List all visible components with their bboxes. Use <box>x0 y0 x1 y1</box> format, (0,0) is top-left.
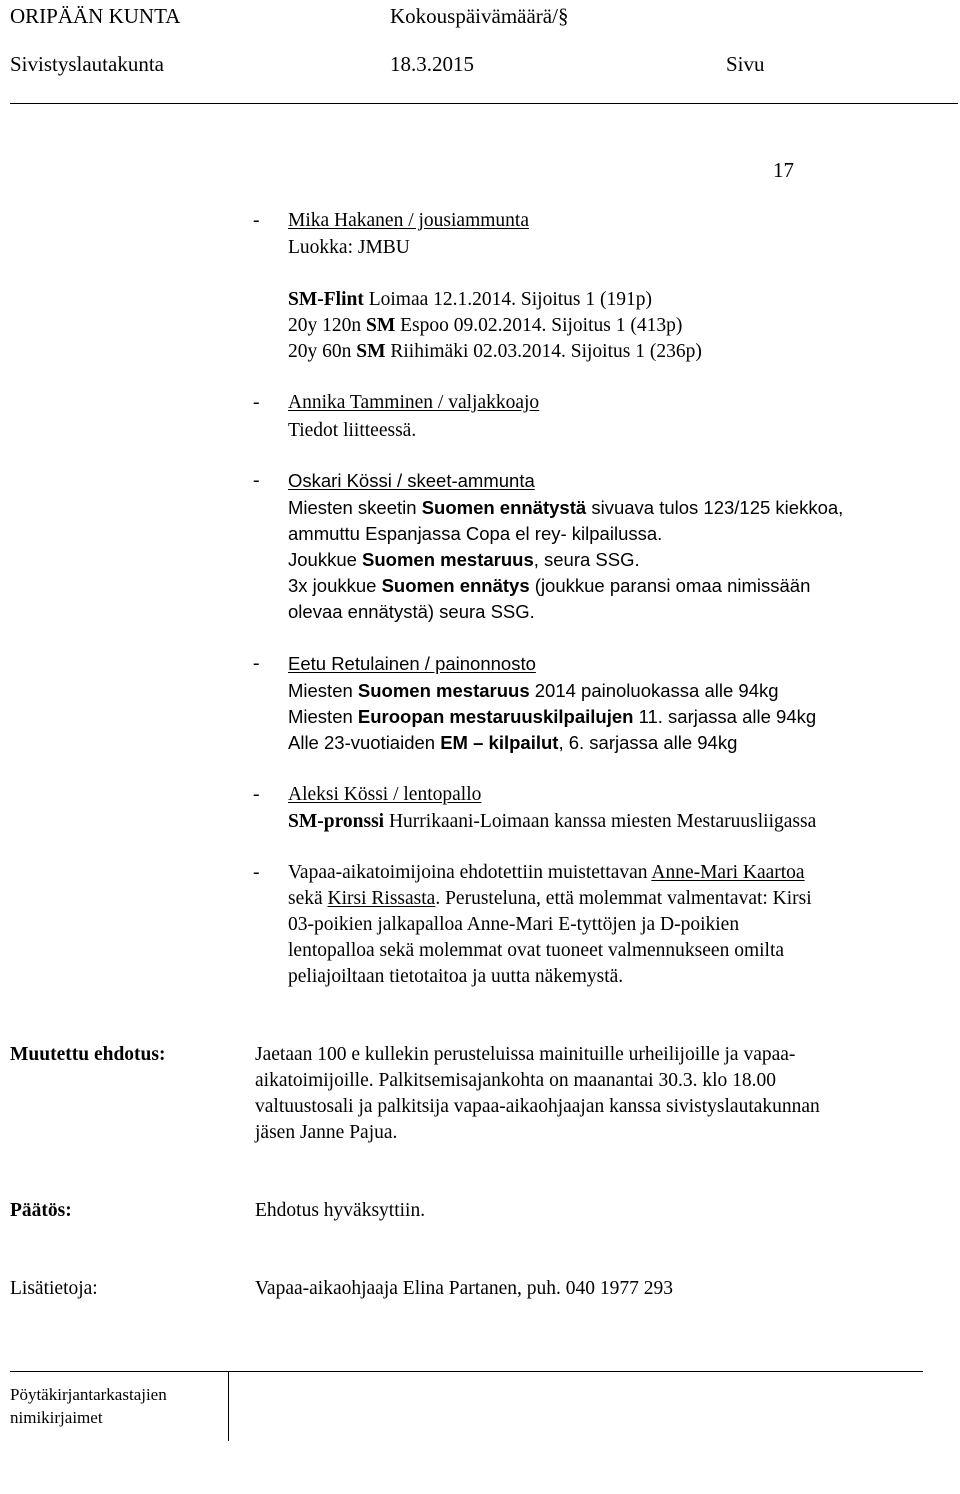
footer-divider <box>228 1371 229 1441</box>
section-marker: § <box>557 4 569 28</box>
achievement-line: Miesten skeetin Suomen ennätystä sivuava tulos 123/125 kiekkoa, <box>288 497 844 518</box>
volunteer-line: Vapaa-aikatoimijoina ehdotettiin muistettavan Anne-Mari Kaartoa <box>288 862 805 883</box>
amended-proposal-line: aikatoimijoille. Palkitsemisajankohta on maanantai 30.3. klo 18.00 <box>255 1070 776 1091</box>
list-dash: - <box>253 862 260 883</box>
decision-label: Päätös: <box>10 1200 72 1221</box>
volunteer-line: sekä Kirsi Rissasta. Perusteluna, että molemmat valmentavat: Kirsi <box>288 888 812 909</box>
municipality-name: ORIPÄÄN KUNTA <box>10 4 181 28</box>
volunteer-line: peliajoiltaan tietotaitoa ja uutta näkemystä. <box>288 966 624 987</box>
athlete-name: Annika Tamminen / valjakkoajo <box>288 392 540 413</box>
achievement-line: 3x joukkue Suomen ennätys (joukkue paransi omaa nimissään <box>288 575 811 596</box>
result-line: 20y 120n SM Espoo 09.02.2014. Sijoitus 1 (413p) <box>288 315 683 336</box>
achievement-line: Miesten Suomen mestaruus 2014 painoluokassa alle 94kg <box>288 680 779 701</box>
athlete-class: Luokka: JMBU <box>288 237 410 258</box>
volunteer-line: 03-poikien jalkapalloa Anne-Mari E-tyttöjen ja D-poikien <box>288 914 740 935</box>
list-dash: - <box>253 653 260 674</box>
amended-proposal-label: Muutettu ehdotus: <box>10 1044 166 1065</box>
amended-proposal-line: jäsen Janne Pajua. <box>255 1122 398 1143</box>
athlete-name: Mika Hakanen / jousiammunta <box>288 210 529 231</box>
result-line: 20y 60n SM Riihimäki 02.03.2014. Sijoitus 1 (236p) <box>288 341 702 362</box>
amended-proposal-line: valtuustosali ja palkitsija vapaa-aikaohjaajan kanssa sivistyslautakunnan <box>255 1096 820 1117</box>
committee-name: Sivistyslautakunta <box>10 52 164 76</box>
footer-initials-label: Pöytäkirjantarkastajien <box>10 1385 167 1404</box>
achievement-line: Miesten Euroopan mestaruuskilpailujen 11. sarjassa alle 94kg <box>288 706 817 727</box>
page-number: 17 <box>773 158 794 182</box>
volunteer-line: lentopalloa sekä molemmat ovat tuoneet valmennukseen omilta <box>288 940 785 961</box>
page-label: Sivu <box>726 52 765 76</box>
footer-rule <box>10 1371 923 1372</box>
result-line: SM-Flint Loimaa 12.1.2014. Sijoitus 1 (191p) <box>288 289 652 310</box>
list-dash: - <box>253 392 260 413</box>
volunteer-name: Anne-Mari Kaartoa <box>651 862 805 883</box>
achievement-line: ammuttu Espanjassa Copa el rey- kilpailussa. <box>288 523 663 544</box>
footer-initials-label-2: nimikirjaimet <box>10 1408 103 1427</box>
info-text: Vapaa-aikaohjaaja Elina Partanen, puh. 040 1977 293 <box>255 1278 674 1299</box>
meeting-date-label-text: Kokouspäivämäärä/ <box>390 4 558 28</box>
athlete-name: Aleksi Kössi / lentopallo <box>288 784 482 805</box>
achievement-line: SM-pronssi Hurrikaani-Loimaan kanssa miesten Mestaruusliigassa <box>288 811 817 832</box>
list-dash: - <box>253 470 260 491</box>
achievement-line: olevaa ennätystä) seura SSG. <box>288 601 535 622</box>
meeting-date-label <box>390 4 568 29</box>
athlete-name: Oskari Kössi / skeet-ammunta <box>288 470 535 491</box>
info-label: Lisätietoja: <box>10 1278 98 1299</box>
list-dash: - <box>253 784 260 805</box>
athlete-note: Tiedot liitteessä. <box>288 420 417 441</box>
meeting-date: 18.3.2015 <box>390 52 474 76</box>
decision-text: Ehdotus hyväksyttiin. <box>255 1200 426 1221</box>
athlete-name: Eetu Retulainen / painonnosto <box>288 653 536 674</box>
list-dash: - <box>253 210 260 231</box>
amended-proposal-line: Jaetaan 100 e kullekin perusteluissa mainituille urheilijoille ja vapaa- <box>255 1044 796 1065</box>
header-rule <box>10 103 958 104</box>
achievement-line: Joukkue Suomen mestaruus, seura SSG. <box>288 549 640 570</box>
volunteer-name: Kirsi Rissasta <box>327 888 436 909</box>
achievement-line: Alle 23-vuotiaiden EM – kilpailut, 6. sarjassa alle 94kg <box>288 732 738 753</box>
